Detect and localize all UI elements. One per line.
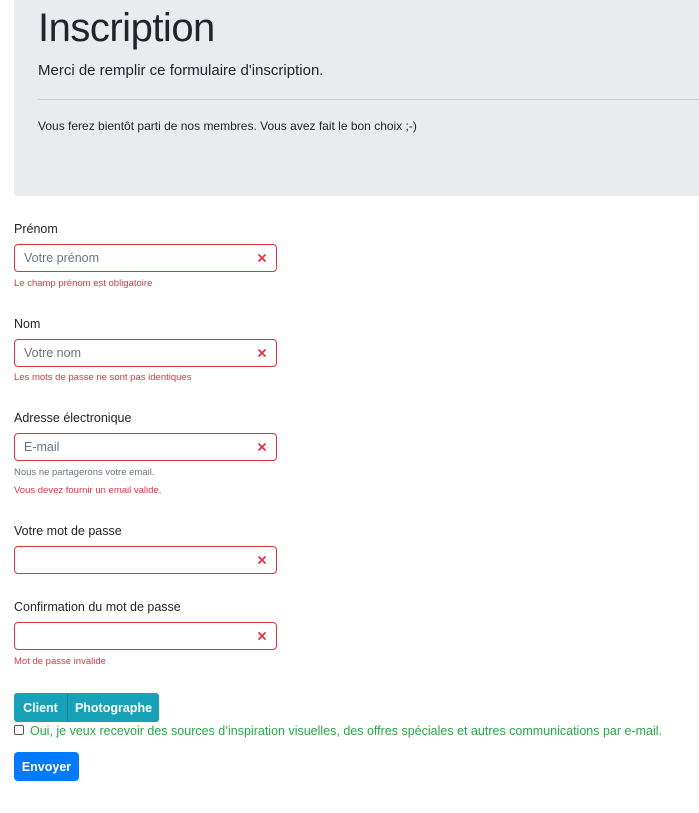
password-field-wrapper <box>14 546 277 574</box>
invalid-icon <box>257 253 267 263</box>
jumbotron-header <box>14 0 699 196</box>
newsletter-label[interactable]: Oui, je veux recevoir des sources d’inspiration visuelles, des offres spéciales et autres communications par e-mail. <box>30 724 663 738</box>
email-field-wrapper <box>14 433 277 461</box>
password-confirm-input[interactable] <box>15 623 276 649</box>
nom-label: Nom <box>14 317 41 331</box>
prenom-input[interactable] <box>15 245 276 271</box>
nom-error: Les mots de passe ne sont pas identiques <box>14 372 192 383</box>
account-type-toggle <box>14 693 159 722</box>
prenom-label: Prénom <box>14 222 58 236</box>
password-confirm-field-wrapper <box>14 622 277 650</box>
email-label: Adresse électronique <box>14 411 132 425</box>
email-input[interactable] <box>15 434 276 460</box>
submit-button[interactable]: Envoyer <box>14 752 79 781</box>
email-error: Vous devez fournir un email valide. <box>14 485 162 496</box>
invalid-icon <box>257 442 267 452</box>
nom-field-wrapper <box>14 339 277 367</box>
password-confirm-error: Mot de passe invalide <box>14 656 106 667</box>
page-lead: Merci de remplir ce formulaire d'inscription. <box>38 62 324 79</box>
photographe-button[interactable]: Photographe <box>67 693 159 722</box>
invalid-icon <box>257 631 267 641</box>
client-button[interactable]: Client <box>14 693 67 722</box>
divider <box>38 99 699 100</box>
prenom-field-wrapper <box>14 244 277 272</box>
password-confirm-label: Confirmation du mot de passe <box>14 600 181 614</box>
page-intro-text: Vous ferez bientôt parti de nos membres. Vous avez fait le bon choix ;-) <box>38 119 417 133</box>
page-title: Inscription <box>38 6 215 50</box>
password-label: Votre mot de passe <box>14 524 122 538</box>
invalid-icon <box>257 348 267 358</box>
newsletter-row <box>14 723 662 739</box>
nom-input[interactable] <box>15 340 276 366</box>
email-help: Nous ne partagerons votre email. <box>14 467 155 478</box>
newsletter-checkbox[interactable] <box>14 725 24 735</box>
password-input[interactable] <box>15 547 276 573</box>
invalid-icon <box>257 555 267 565</box>
prenom-error: Le champ prénom est obligatoire <box>14 278 153 289</box>
